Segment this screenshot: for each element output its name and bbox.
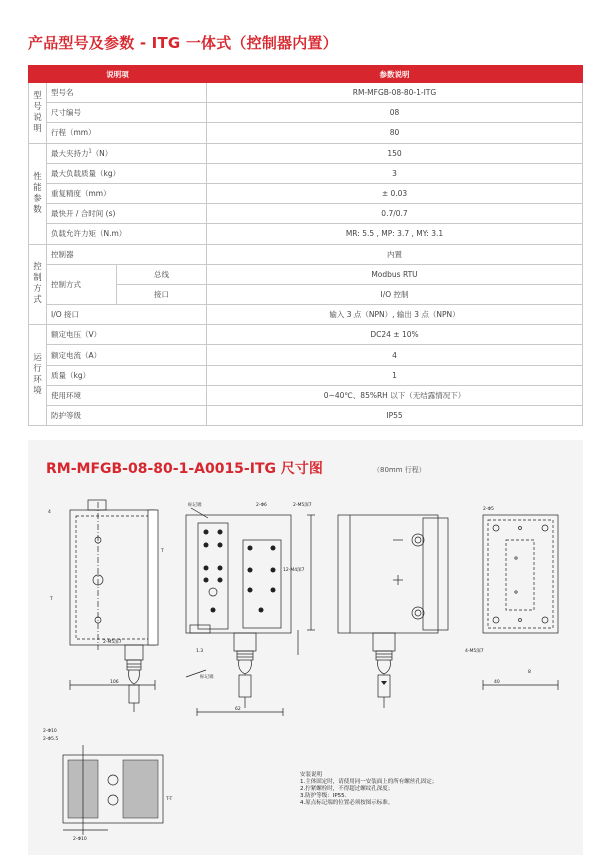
- row-label: I/O 接口: [47, 305, 207, 325]
- header-item: 说明项: [29, 66, 207, 83]
- row-value: I/O 控制: [207, 284, 583, 304]
- row-label: 控制器: [47, 244, 207, 264]
- table-row: [29, 365, 583, 385]
- group-model: 型号说明: [29, 83, 47, 144]
- back-view: [338, 515, 448, 708]
- hole-a-label: 2-Φ6: [256, 503, 267, 508]
- row-sublabel: 接口: [117, 284, 207, 304]
- table-row: [29, 264, 583, 284]
- row-value: 3: [207, 163, 583, 183]
- row-label: 最快开 / 合时间 (s): [47, 204, 207, 224]
- spec-table: [28, 65, 583, 426]
- install-notes: 安装说明 1.主体固定时，请使用同一安装面上的所有螺丝孔固定； 2.拧紧螺栓时，不得超过螺纹孔深度； 3.防护等级：IP55. 4.原点标记端的位置必须按图示标准。: [300, 772, 438, 806]
- row-value: 输入 3 点（NPN）, 输出 3 点（NPN）: [207, 305, 583, 325]
- table-row: [29, 83, 583, 103]
- group-environment: 运行环境: [29, 325, 47, 426]
- hole-c-label: 12-M4深7: [283, 568, 305, 573]
- mark-bottom-label: 标记端: [200, 675, 214, 680]
- row-value: 80: [207, 123, 583, 143]
- hole-e-label: 2-Φ5.5: [43, 737, 59, 742]
- dim-tt: T-T: [166, 797, 173, 802]
- table-row: [29, 143, 583, 163]
- row-value: 1: [207, 365, 583, 385]
- row-value: 0~40℃、85%RH 以下（无结露情况下）: [207, 385, 583, 405]
- section-view: [43, 728, 173, 842]
- page-title: 产品型号及参数 - ITG 一体式（控制器内置）: [28, 34, 338, 52]
- group-control: 控制方式: [29, 244, 47, 325]
- header-value: 参数说明: [207, 66, 583, 83]
- row-label: 额定电流（A）: [47, 345, 207, 365]
- row-value: ± 0.03: [207, 183, 583, 203]
- hole-g-label: 2-Φ5: [483, 507, 494, 512]
- row-label: 防护等级: [47, 406, 207, 426]
- dimension-subtitle: （80mm 行程）: [373, 466, 426, 474]
- row-value: IP55: [207, 406, 583, 426]
- dim-40: 40: [494, 680, 500, 685]
- row-label: 控制方式: [47, 264, 117, 304]
- row-label: 最大夹持力$^1$（N）: [47, 143, 207, 163]
- row-value: Modbus RTU: [207, 264, 583, 284]
- row-value: DC24 ± 10%: [207, 325, 583, 345]
- row-label: 额定电压（V）: [47, 325, 207, 345]
- table-row: [29, 385, 583, 405]
- dim-13-label: 1.3: [196, 649, 204, 654]
- table-row: [29, 183, 583, 203]
- row-value: 4: [207, 345, 583, 365]
- row-label: 负载允许力矩（N.m）: [47, 224, 207, 244]
- row-label: 行程（mm）: [47, 123, 207, 143]
- dimension-title: RM-MFGB-08-80-1-A0015-ITG 尺寸图: [46, 461, 323, 477]
- row-value: 0.7/0.7: [207, 204, 583, 224]
- row-sublabel: 总线: [117, 264, 207, 284]
- row-value: RM-MFGB-08-80-1-ITG: [207, 83, 583, 103]
- dim-t-upper: T: [161, 549, 164, 554]
- row-label: 使用环境: [47, 385, 207, 405]
- table-row: [29, 224, 583, 244]
- dim-62: 62: [235, 707, 241, 712]
- dim-8: 8: [528, 670, 531, 675]
- side-view: [48, 500, 164, 712]
- row-label: 型号名: [47, 83, 207, 103]
- hole-d-label: 2-Φ10: [43, 729, 57, 734]
- row-value: MR: 5.5 , MP: 3.7 , MY: 3.1: [207, 224, 583, 244]
- row-label: 尺寸编号: [47, 103, 207, 123]
- table-row: [29, 163, 583, 183]
- table-row: [29, 345, 583, 365]
- dimension-section: [28, 440, 583, 855]
- row-label: 质量（kg）: [47, 365, 207, 385]
- table-row: [29, 123, 583, 143]
- dim-106: 106: [110, 680, 119, 685]
- hole-label: 2-M5深7: [103, 640, 122, 645]
- top-view: [465, 506, 558, 690]
- row-label: 最大负载质量（kg）: [47, 163, 207, 183]
- table-row: [29, 204, 583, 224]
- dim-4: 4: [48, 510, 51, 515]
- table-row: [29, 406, 583, 426]
- table-row: [29, 103, 583, 123]
- row-label: 重复精度（mm）: [47, 183, 207, 203]
- front-view: [186, 501, 315, 716]
- row-value: 150: [207, 143, 583, 163]
- group-performance: 性能参数: [29, 143, 47, 244]
- table-row: [29, 305, 583, 325]
- row-value: 08: [207, 103, 583, 123]
- table-row: [29, 244, 583, 264]
- mark-top-label: 标记端: [188, 503, 202, 508]
- hole-b-label: 2-M5深7: [293, 503, 312, 508]
- hole-f-label: 4-M5深7: [465, 649, 484, 654]
- table-row: [29, 325, 583, 345]
- row-value: 内置: [207, 244, 583, 264]
- dim-t-left: T: [50, 597, 53, 602]
- hole-d-bottom: 2-Φ10: [73, 837, 87, 842]
